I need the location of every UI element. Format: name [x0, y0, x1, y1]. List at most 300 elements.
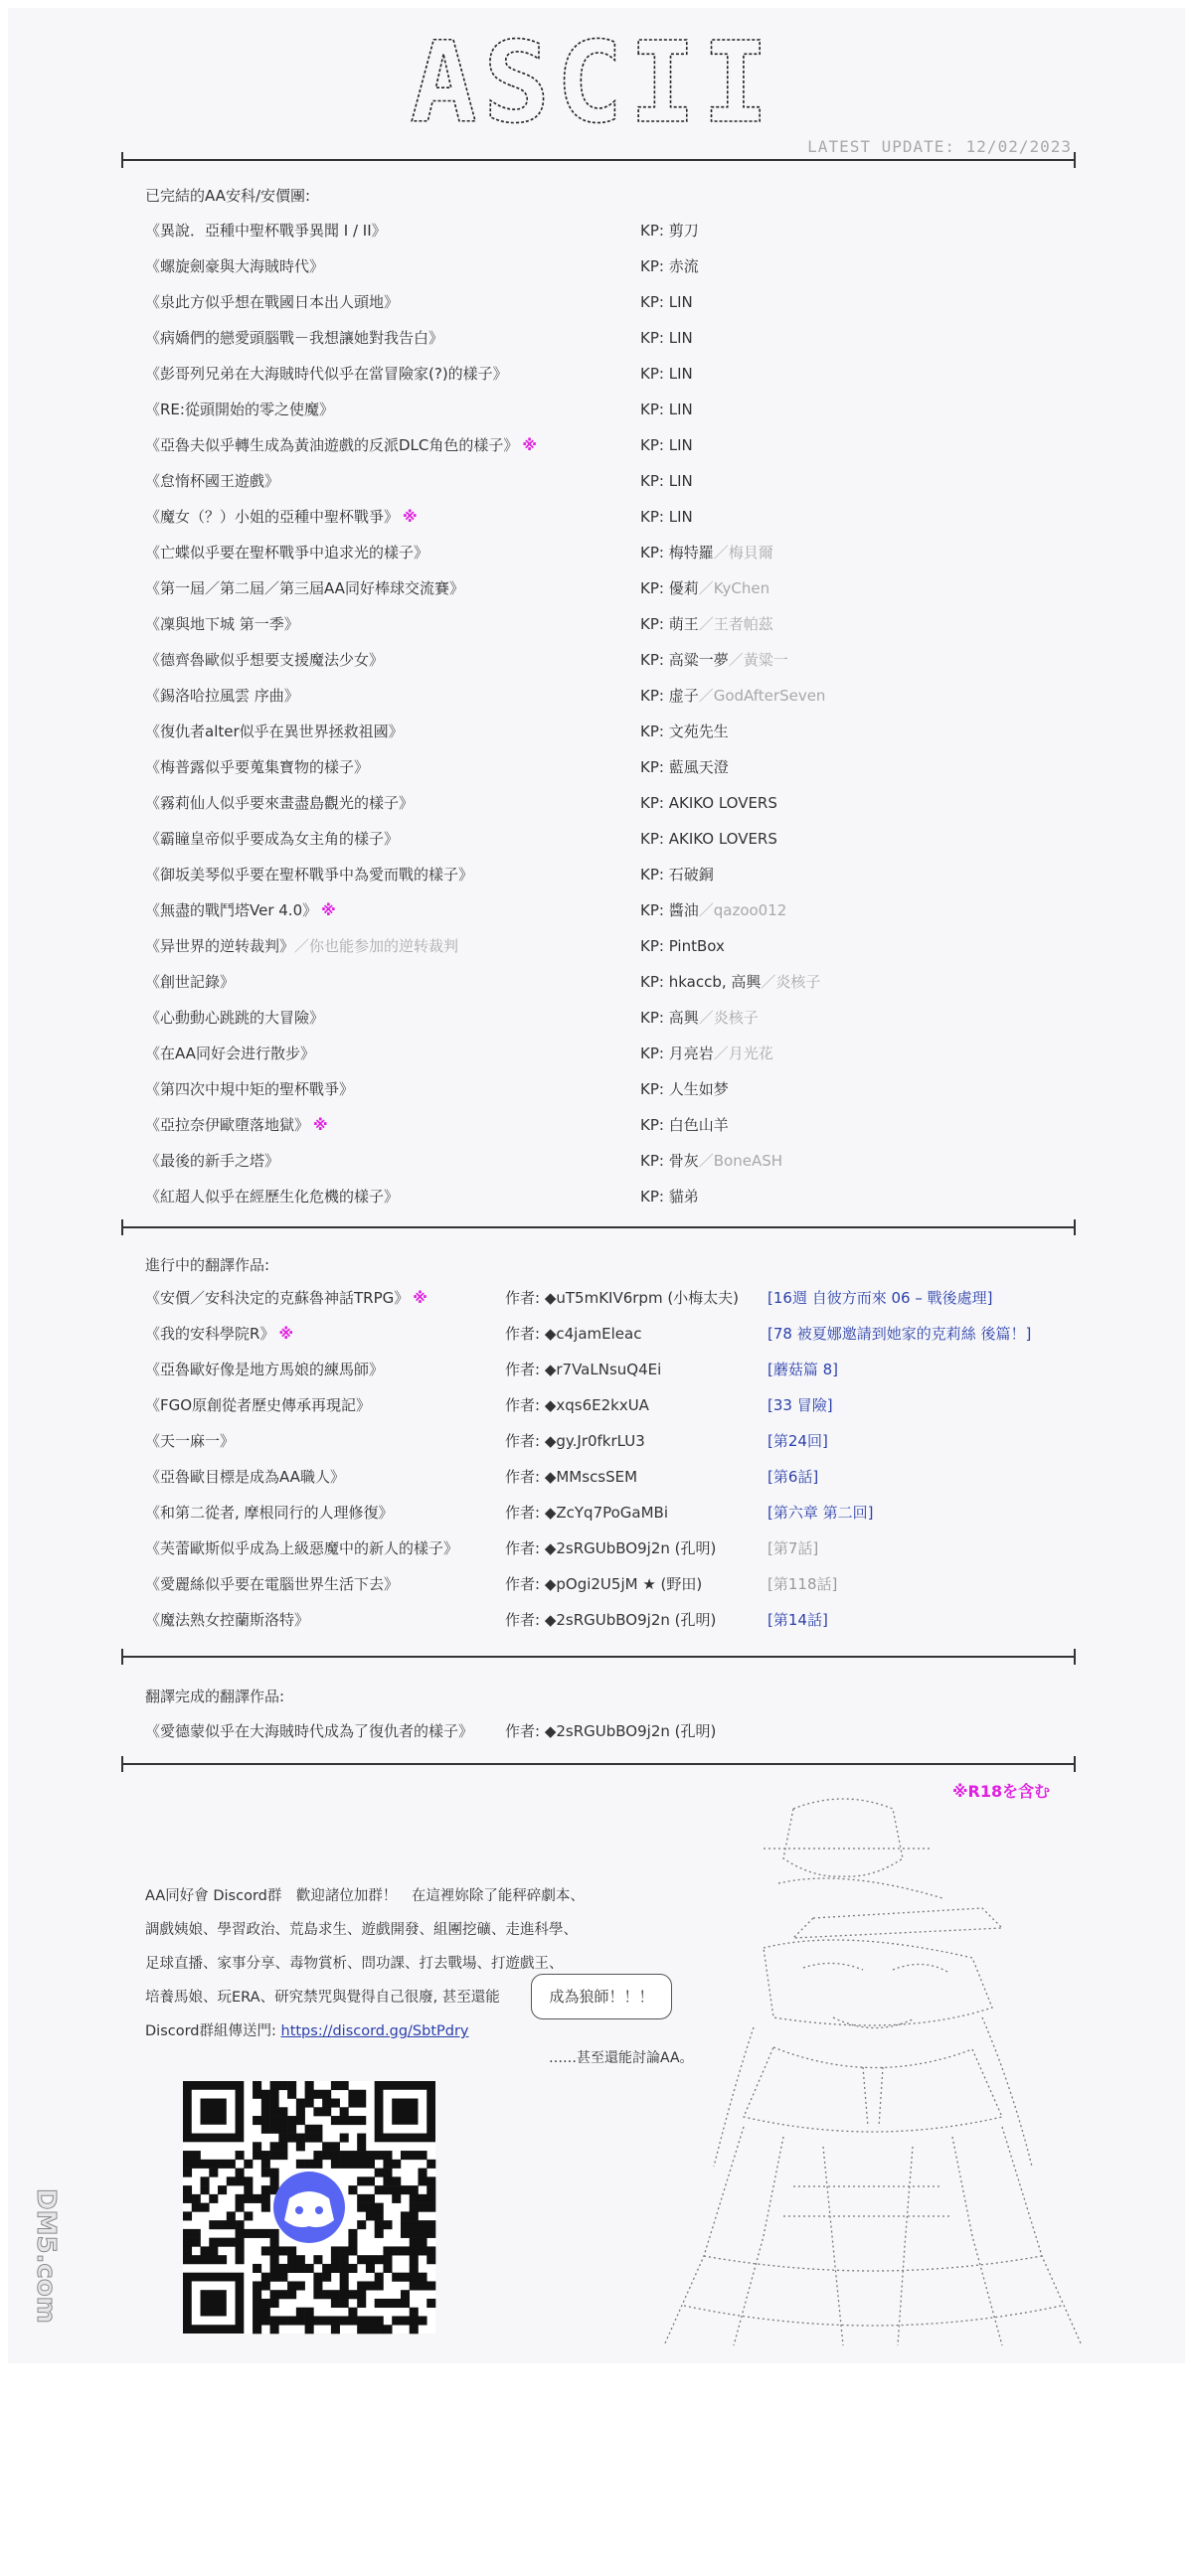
author-label: 作者:	[505, 1361, 545, 1378]
kp-name: LIN	[668, 293, 693, 311]
discord-link[interactable]: https://discord.gg/SbtPdry	[280, 2023, 469, 2039]
kp-name: 骨灰	[668, 1152, 699, 1170]
qr-module	[331, 2316, 340, 2325]
author-credit	[505, 1316, 641, 1352]
kp-label: KP:	[640, 1045, 669, 1062]
qr-module	[383, 2151, 392, 2160]
qr-module	[305, 2264, 314, 2273]
qr-module	[401, 2229, 410, 2238]
chapter-link[interactable]: [第24回]	[767, 1432, 828, 1450]
author-name: ◆xqs6E2kxUA	[544, 1396, 649, 1414]
qr-module	[313, 2255, 322, 2264]
qr-module	[287, 2264, 296, 2273]
completed-row	[8, 821, 1185, 857]
kp-name: hkaccb, 高興	[668, 973, 762, 991]
qr-module	[357, 2099, 366, 2108]
kp-credit	[640, 463, 693, 499]
completed-row	[8, 535, 1185, 570]
work-title-text: 《亞拉奈伊歐墮落地獄》	[145, 1116, 310, 1134]
qr-module	[244, 2194, 253, 2203]
qr-module	[383, 2185, 392, 2194]
ascii-logo-text: ASCII	[410, 19, 775, 148]
qr-module	[383, 2220, 392, 2229]
qr-module	[331, 2099, 340, 2108]
kp-credit	[640, 928, 725, 964]
qr-module	[418, 2316, 426, 2325]
work-title-text: 《第四次中規中矩的聖杯戰爭》	[145, 1080, 355, 1098]
qr-module	[331, 2116, 340, 2125]
qr-module	[313, 2134, 322, 2143]
qr-module	[375, 2325, 384, 2334]
qr-module	[209, 2194, 218, 2203]
qr-module	[375, 2185, 384, 2194]
qr-module	[305, 2308, 314, 2317]
completed-row	[8, 320, 1185, 356]
author-label: 作者:	[505, 1504, 545, 1522]
r18-note: ※R18を含む	[952, 1782, 1051, 1801]
qr-module	[418, 2273, 426, 2282]
page-panel	[8, 8, 1185, 2363]
kp-name: 萌王	[668, 615, 699, 633]
kp-label: KP:	[640, 937, 669, 955]
kp-name: LIN	[668, 436, 693, 454]
work-title-text: 《創世記錄》	[145, 973, 236, 991]
work-title-text: 《霧莉仙人似乎要來畫盡島觀光的樣子》	[145, 794, 415, 812]
qr-module	[331, 2160, 340, 2169]
qr-module	[192, 2255, 201, 2264]
work-title	[145, 714, 404, 749]
qr-module	[410, 2229, 419, 2238]
author-label: 作者:	[505, 1396, 545, 1414]
work-title	[145, 928, 458, 964]
kp-credit	[640, 606, 773, 642]
qr-code[interactable]	[183, 2081, 435, 2334]
qr-module	[201, 2255, 210, 2264]
qr-module	[261, 2090, 270, 2099]
qr-module	[236, 2246, 245, 2255]
author-credit	[505, 1495, 668, 1530]
qr-module	[410, 2325, 419, 2334]
completed-row	[8, 213, 1185, 248]
qr-module	[357, 2220, 366, 2229]
qr-module	[375, 2273, 384, 2282]
kp-label: KP:	[640, 830, 669, 848]
work-title	[145, 1352, 384, 1387]
qr-module	[366, 2316, 375, 2325]
work-title	[145, 1387, 371, 1423]
discord-link-label: Discord群組傳送門:	[145, 2023, 281, 2039]
kp-credit	[640, 570, 769, 606]
kp-label: KP:	[640, 401, 669, 418]
qr-module	[236, 2255, 245, 2264]
qr-module	[348, 2290, 357, 2299]
author-credit	[505, 1352, 661, 1387]
kp-label: KP:	[640, 472, 669, 490]
qr-module	[236, 2151, 245, 2160]
qr-module	[287, 2281, 296, 2290]
qr-module	[357, 2160, 366, 2169]
ongoing-row	[8, 1602, 1185, 1638]
kp-alias: ／月光花	[713, 1045, 773, 1062]
kp-name: 石破銅	[668, 866, 714, 884]
work-title	[145, 463, 279, 499]
author-name: ◆2sRGUbBO9j2n (孔明)	[544, 1611, 717, 1629]
work-title-text: 《錫洛哈拉風雲 序曲》	[145, 687, 299, 705]
kp-credit	[640, 821, 777, 857]
qr-module	[192, 2229, 201, 2238]
qr-module	[357, 2316, 366, 2325]
qr-module	[401, 2185, 410, 2194]
work-title: 《愛德蒙似乎在大海賊時代成為了復仇者的樣子》	[145, 1722, 474, 1740]
kp-label: KP:	[640, 973, 669, 991]
kp-credit	[640, 964, 820, 1000]
work-title-text: 《和第二從者, 摩根同行的人理修復》	[145, 1504, 394, 1522]
kp-label: KP:	[640, 651, 669, 669]
qr-module	[401, 2211, 410, 2220]
kp-credit	[640, 1000, 759, 1036]
work-title	[145, 392, 334, 427]
qr-module	[401, 2246, 410, 2255]
qr-module	[236, 2220, 245, 2229]
qr-module	[305, 2325, 314, 2334]
work-title	[145, 857, 473, 892]
author-label: 作者:	[505, 1468, 545, 1486]
qr-module	[270, 2116, 279, 2125]
qr-module	[253, 2316, 261, 2325]
qr-module	[357, 2325, 366, 2334]
kp-alias: ／BoneASH	[698, 1152, 782, 1170]
qr-module	[426, 2255, 435, 2264]
ongoing-row	[8, 1280, 1185, 1316]
chapter-link[interactable]: [第6話]	[767, 1468, 819, 1486]
kp-name: 白色山羊	[668, 1116, 729, 1134]
qr-module	[192, 2160, 201, 2169]
qr-module	[183, 2160, 192, 2169]
qr-module	[253, 2142, 261, 2151]
qr-finder	[392, 2099, 418, 2125]
kp-credit	[640, 1179, 699, 1214]
qr-module	[410, 2264, 419, 2273]
qr-module	[426, 2281, 435, 2290]
qr-module	[410, 2316, 419, 2325]
qr-module	[322, 2290, 331, 2299]
qr-module	[296, 2160, 305, 2169]
qr-module	[287, 2090, 296, 2099]
work-title	[145, 1316, 293, 1352]
qr-module	[401, 2220, 410, 2229]
completed-row	[8, 248, 1185, 284]
qr-module	[236, 2238, 245, 2247]
chapter-link[interactable]: [33 冒險]	[767, 1396, 833, 1414]
qr-module	[201, 2185, 210, 2194]
completed-row	[8, 928, 1185, 964]
qr-module	[261, 2194, 270, 2203]
work-title-text: 《凜與地下城 第一季》	[145, 615, 299, 633]
qr-module	[375, 2316, 384, 2325]
qr-module	[322, 2264, 331, 2273]
author-name: ◆r7VaLNsuQ4Ei	[544, 1361, 662, 1378]
r18-mark: ※	[321, 901, 336, 919]
qr-module	[192, 2238, 201, 2247]
qr-module	[183, 2151, 192, 2160]
work-title	[145, 1000, 324, 1036]
author-credit	[505, 1566, 702, 1602]
completed-row	[8, 1071, 1185, 1107]
author-name: ◆c4jamEleac	[544, 1325, 642, 1343]
qr-module	[322, 2090, 331, 2099]
completed-row	[8, 857, 1185, 892]
qr-module	[261, 2281, 270, 2290]
qr-module	[348, 2185, 357, 2194]
discord-line: AA同好會 Discord群 歡迎諸位加群！ 在這裡妳除了能秤碎劇本、	[145, 1888, 585, 1904]
qr-module	[357, 2194, 366, 2203]
kp-name: LIN	[668, 329, 693, 347]
qr-module	[183, 2238, 192, 2247]
kp-label: KP:	[640, 436, 669, 454]
qr-module	[410, 2273, 419, 2282]
qr-module	[192, 2203, 201, 2212]
author-credit	[505, 1530, 716, 1566]
qr-module	[357, 2281, 366, 2290]
qr-module	[218, 2255, 227, 2264]
qr-module	[270, 2264, 279, 2273]
ongoing-row	[8, 1566, 1185, 1602]
qr-module	[278, 2290, 287, 2299]
chapter-link[interactable]: [第六章 第二回]	[767, 1504, 874, 1522]
work-title	[145, 1459, 345, 1495]
kp-credit	[640, 427, 693, 463]
chapter-link[interactable]: [第118話]	[767, 1575, 838, 1593]
qr-module	[227, 2176, 236, 2185]
completed-row	[8, 570, 1185, 606]
kp-label: KP:	[640, 293, 669, 311]
qr-module	[296, 2107, 305, 2116]
completed-row	[8, 1000, 1185, 1036]
qr-module	[261, 2299, 270, 2308]
qr-module	[296, 2308, 305, 2317]
qr-module	[201, 2160, 210, 2169]
qr-module	[236, 2169, 245, 2177]
kp-credit	[640, 785, 777, 821]
kp-credit	[640, 356, 693, 392]
qr-module	[392, 2160, 401, 2169]
discord-logo-eye	[315, 2206, 323, 2214]
work-title	[145, 1179, 399, 1214]
work-title	[145, 356, 508, 392]
qr-module	[227, 2220, 236, 2229]
qr-module	[340, 2246, 349, 2255]
qr-module	[287, 2290, 296, 2299]
qr-module	[270, 2081, 279, 2090]
qr-module	[392, 2316, 401, 2325]
qr-module	[261, 2107, 270, 2116]
work-title	[145, 1495, 394, 1530]
qr-module	[375, 2220, 384, 2229]
kp-alias: ／王者帕茲	[698, 615, 773, 633]
qr-module	[426, 2160, 435, 2169]
qr-module	[261, 2160, 270, 2169]
qr-module	[322, 2142, 331, 2151]
qr-module	[278, 2151, 287, 2160]
kp-alias: ／KyChen	[698, 579, 770, 597]
kp-credit	[640, 248, 699, 284]
qr-module	[201, 2246, 210, 2255]
qr-module	[331, 2264, 340, 2273]
ongoing-row	[8, 1352, 1185, 1387]
kp-credit	[640, 857, 714, 892]
qr-module	[426, 2203, 435, 2212]
qr-module	[296, 2099, 305, 2108]
qr-module	[278, 2142, 287, 2151]
work-title-text: 《螺旋劍豪與大海賊時代》	[145, 257, 325, 275]
work-title	[145, 606, 299, 642]
qr-module	[253, 2090, 261, 2099]
work-title-text: 《紅超人似乎在經歷生化危機的樣子》	[145, 1188, 400, 1206]
work-title	[145, 678, 299, 714]
qr-module	[375, 2211, 384, 2220]
qr-module	[366, 2325, 375, 2334]
qr-module	[410, 2151, 419, 2160]
kp-label: KP:	[640, 1116, 669, 1134]
qr-finder	[201, 2290, 227, 2316]
qr-module	[348, 2090, 357, 2099]
qr-module	[340, 2134, 349, 2143]
completed-row	[8, 892, 1185, 928]
qr-module	[313, 2273, 322, 2282]
work-title	[145, 284, 399, 320]
kp-label: KP:	[640, 758, 669, 776]
qr-module	[357, 2290, 366, 2299]
qr-module	[296, 2264, 305, 2273]
qr-module	[383, 2246, 392, 2255]
kp-label: KP:	[640, 1009, 669, 1027]
chapter-link[interactable]: [第14話]	[767, 1611, 828, 1629]
author-name: ◆2sRGUbBO9j2n (孔明)	[544, 1539, 717, 1557]
kp-credit	[640, 213, 699, 248]
author-name: ◆gy.Jr0fkrLU3	[544, 1432, 645, 1450]
qr-module	[375, 2169, 384, 2177]
qr-module	[270, 2151, 279, 2160]
author-credit	[505, 1459, 637, 1495]
kp-label: KP:	[640, 508, 669, 526]
chapter-link[interactable]: [第7話]	[767, 1539, 819, 1557]
qr-module	[305, 2316, 314, 2325]
qr-module	[253, 2194, 261, 2203]
qr-module	[331, 2299, 340, 2308]
chapter-link[interactable]: [16週 自彼方而來 06 – 戰後處理]	[767, 1289, 993, 1307]
qr-module	[366, 2255, 375, 2264]
qr-module	[253, 2281, 261, 2290]
qr-module	[287, 2125, 296, 2134]
qr-module	[209, 2220, 218, 2229]
qr-module	[401, 2299, 410, 2308]
divider	[121, 1763, 1076, 1765]
work-title-text: 《亞魯夫似乎轉生成為黃油遊戲的反派DLC角色的樣子》	[145, 436, 519, 454]
qr-module	[357, 2116, 366, 2125]
qr-module	[313, 2151, 322, 2160]
divider	[121, 1226, 1076, 1228]
qr-module	[313, 2281, 322, 2290]
kp-name: 梅特羅	[668, 544, 714, 562]
completed-row	[8, 964, 1185, 1000]
author-name: ◆MMscsSEM	[544, 1468, 638, 1486]
discord-logo-eye	[295, 2206, 303, 2214]
qr-module	[366, 2203, 375, 2212]
qr-module	[278, 2316, 287, 2325]
qr-module	[357, 2134, 366, 2143]
author-credit	[505, 1713, 716, 1749]
qr-module	[357, 2176, 366, 2185]
author-credit	[505, 1602, 716, 1638]
qr-module	[296, 2255, 305, 2264]
kp-credit	[640, 320, 693, 356]
qr-module	[410, 2220, 419, 2229]
kp-label: KP:	[640, 329, 669, 347]
kp-name: AKIKO LOVERS	[668, 830, 777, 848]
qr-module	[261, 2203, 270, 2212]
completed-row	[8, 606, 1185, 642]
chapter-link[interactable]: [蘑菇篇 8]	[767, 1361, 839, 1378]
qr-module	[236, 2229, 245, 2238]
qr-module	[261, 2316, 270, 2325]
qr-module	[287, 2081, 296, 2090]
kp-label: KP:	[640, 1152, 669, 1170]
qr-module	[383, 2255, 392, 2264]
qr-module	[340, 2299, 349, 2308]
work-title	[145, 320, 443, 356]
work-title-text: 《霸瞳皇帝似乎要成為女主角的樣子》	[145, 830, 400, 848]
author-name: ◆ZcYq7PoGaMBi	[544, 1504, 669, 1522]
qr-module	[418, 2176, 426, 2185]
work-title	[145, 892, 336, 928]
kp-name: 藍風天澄	[668, 758, 729, 776]
qr-module	[331, 2151, 340, 2160]
qr-module	[322, 2151, 331, 2160]
kp-credit	[640, 1071, 729, 1107]
ongoing-row	[8, 1530, 1185, 1566]
qr-module	[261, 2185, 270, 2194]
qr-module	[357, 2203, 366, 2212]
qr-module	[357, 2151, 366, 2160]
qr-module	[375, 2229, 384, 2238]
work-title-text: 《亞魯歐目標是成為AA職人》	[145, 1468, 345, 1486]
finished-section-title: 翻譯完成的翻譯作品:	[145, 1688, 285, 1705]
qr-module	[322, 2273, 331, 2282]
chapter-link[interactable]: [78 被夏娜邀請到她家的克莉絲 後篇！]	[767, 1325, 1032, 1343]
kp-name: LIN	[668, 472, 693, 490]
kp-credit	[640, 535, 773, 570]
qr-module	[366, 2151, 375, 2160]
qr-module	[305, 2125, 314, 2134]
kp-alias: ／炎核子	[761, 973, 821, 991]
qr-module	[401, 2290, 410, 2299]
qr-module	[401, 2316, 410, 2325]
qr-module	[366, 2160, 375, 2169]
qr-module	[209, 2246, 218, 2255]
ongoing-row	[8, 1459, 1185, 1495]
qr-module	[313, 2160, 322, 2169]
ongoing-section-title: 進行中的翻譯作品:	[145, 1256, 270, 1274]
work-title-text: 《魔女（？）小姐的亞種中聖杯戰爭》	[145, 508, 400, 526]
kp-credit	[640, 678, 825, 714]
ongoing-row	[8, 1316, 1185, 1352]
qr-module	[348, 2151, 357, 2160]
qr-module	[392, 2185, 401, 2194]
qr-module	[401, 2273, 410, 2282]
kp-alias: ／炎核子	[698, 1009, 759, 1027]
work-title-text: 《最後的新手之塔》	[145, 1152, 280, 1170]
work-title	[145, 499, 418, 535]
